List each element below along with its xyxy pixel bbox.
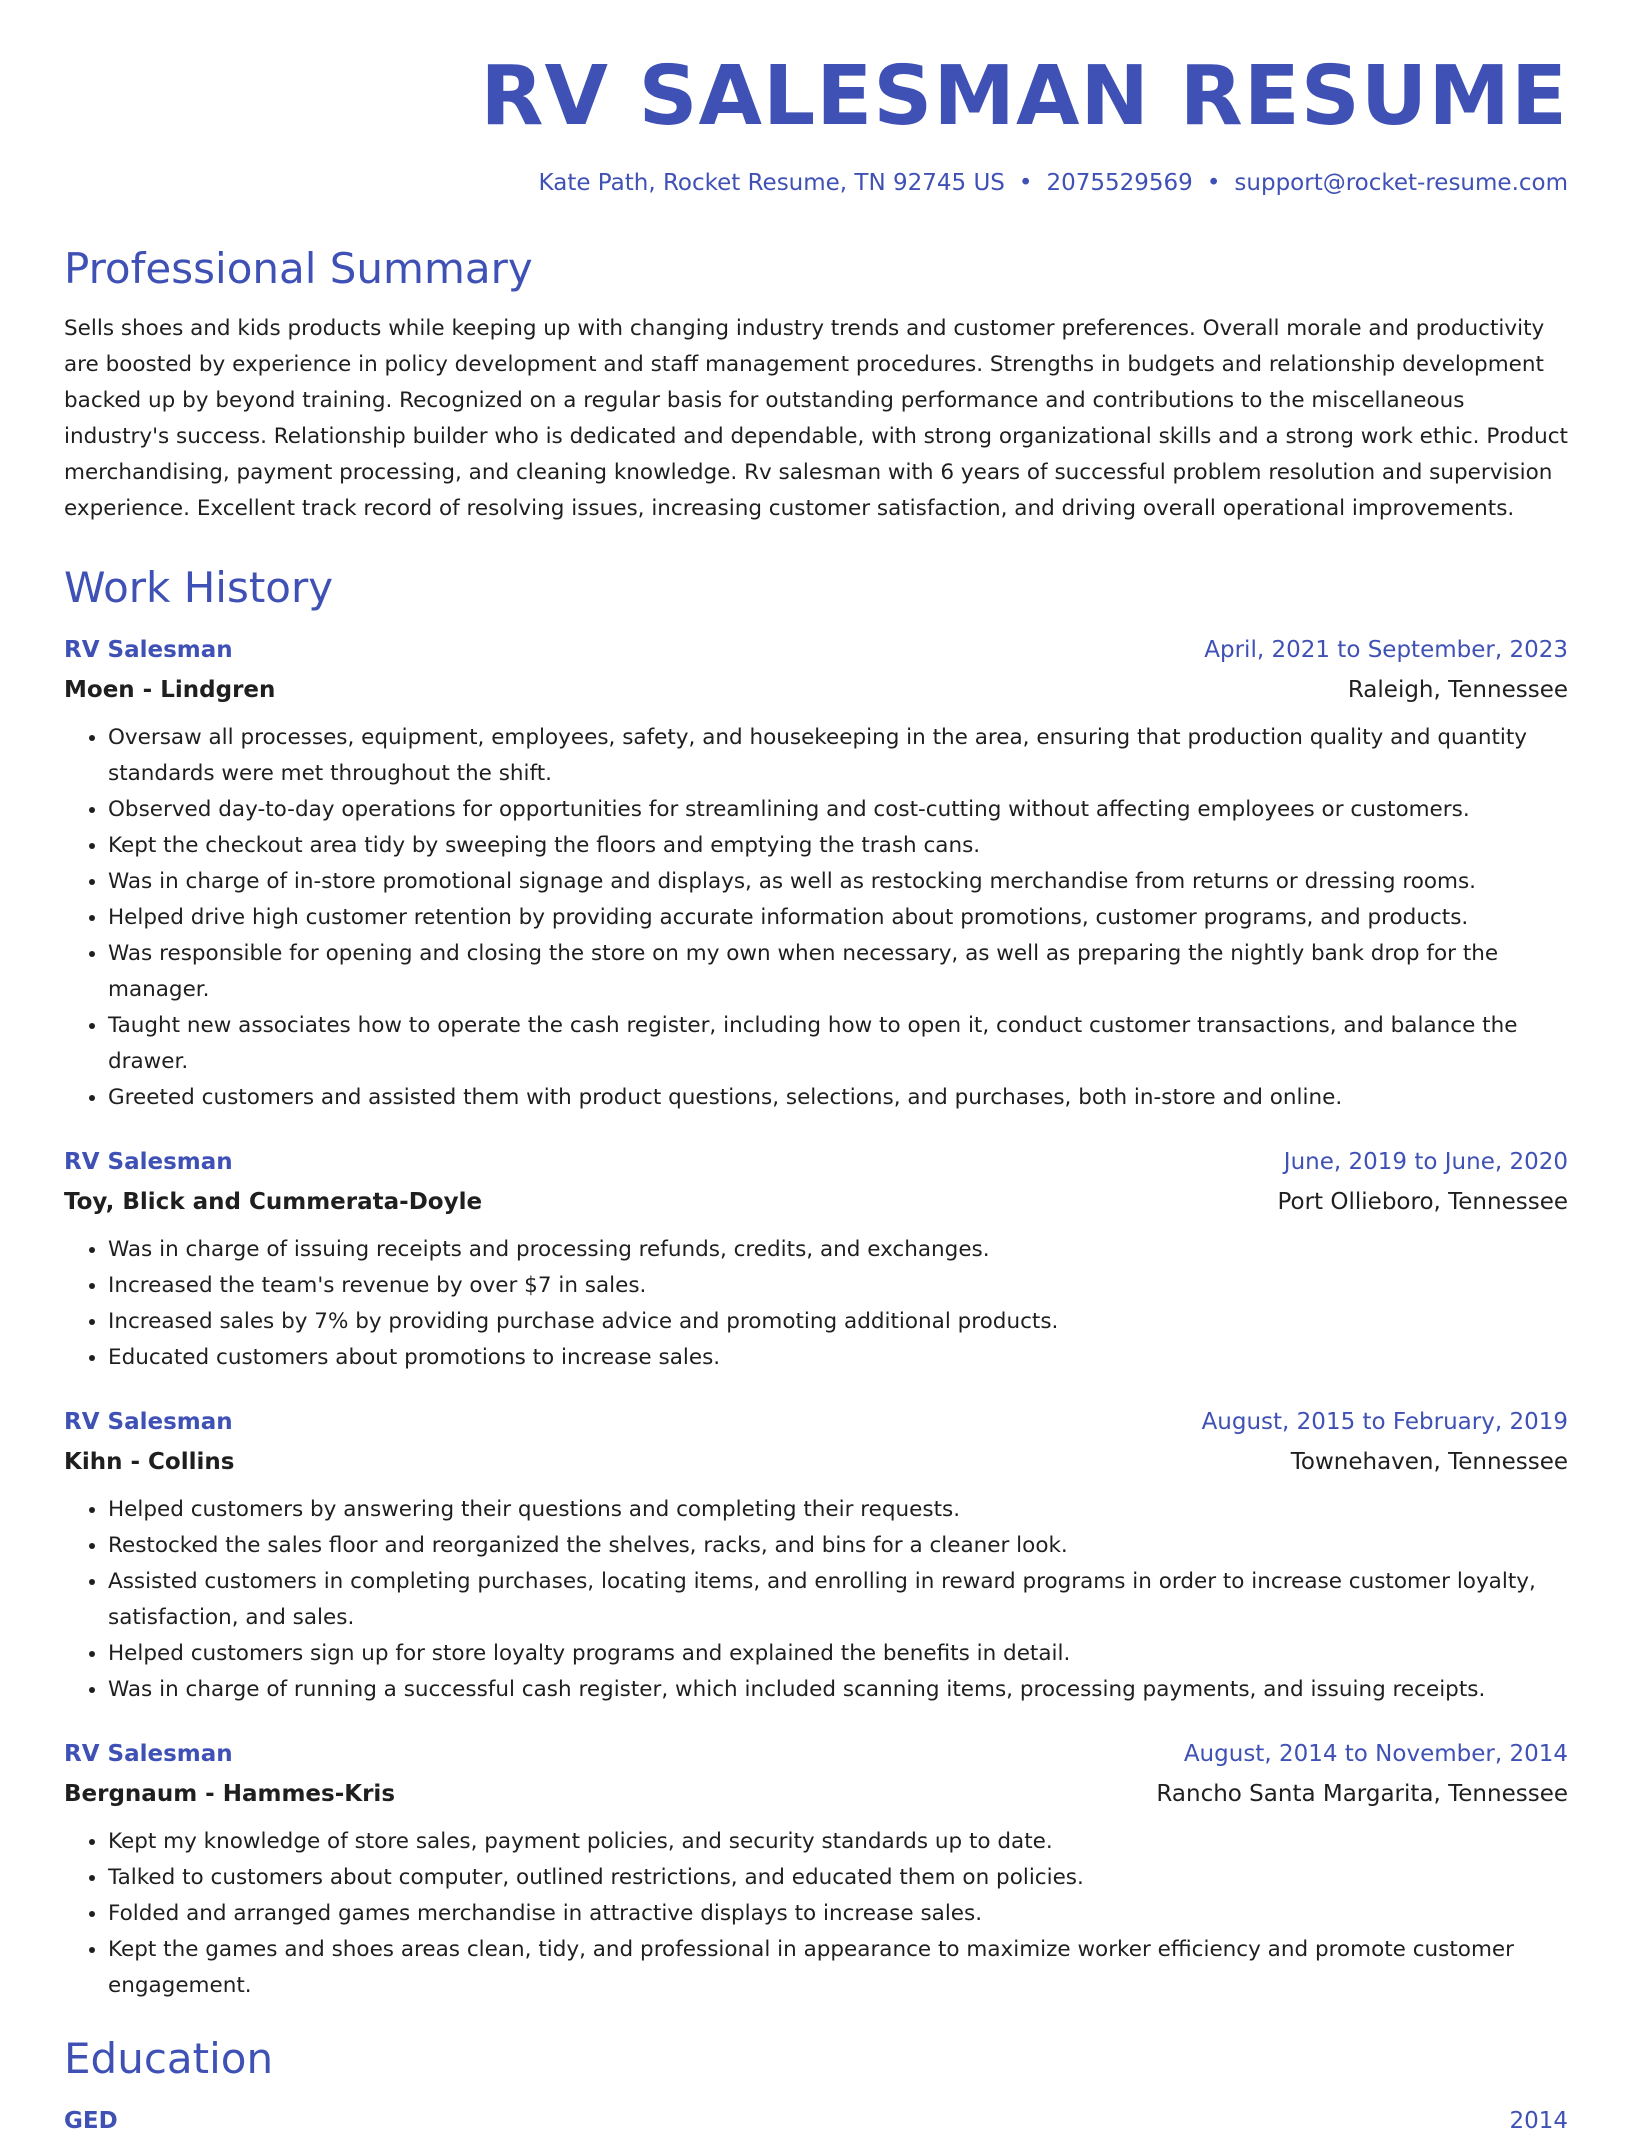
contact-line: [64, 170, 1568, 196]
job-bullet: • Was in charge of running a successful cash register, which included scanning items, processing payments, and issuing receipts.: [108, 1672, 1568, 1708]
job-location: Townehaven, Tennessee: [1290, 1449, 1568, 1476]
job-title: RV Salesman: [64, 1741, 233, 1768]
job-bullets: [64, 1232, 1568, 1376]
education-heading: Education: [64, 2034, 274, 2084]
job-title: RV Salesman: [64, 637, 233, 664]
job-bullet: • Restocked the sales floor and reorganized the shelves, racks, and bins for a cleaner look.: [108, 1528, 1568, 1564]
work-history-heading: Work History: [64, 563, 334, 613]
job-location: Rancho Santa Margarita, Tennessee: [1156, 1781, 1568, 1808]
job-bullets: [64, 1492, 1568, 1708]
job-bullet: • Helped customers by answering their questions and completing their requests.: [108, 1492, 1568, 1528]
job-bullet: • Talked to customers about computer, outlined restrictions, and educated them on policies.: [108, 1860, 1568, 1896]
job-entry: [64, 1402, 1568, 1708]
separator-dot: •: [1206, 170, 1221, 197]
job-company: Moen - Lindgren: [64, 677, 276, 704]
resume-header: [64, 49, 1568, 197]
resume-title: RV SALESMAN RESUME: [480, 49, 1568, 144]
job-header-row: [64, 1734, 1568, 1774]
job-bullet: • Assisted customers in completing purchases, locating items, and enrolling in reward programs in order to increase customer loyalty, satisfaction, and sales.: [108, 1564, 1568, 1636]
job-header-row: [64, 1142, 1568, 1182]
job-bullet: • Observed day-to-day operations for opportunities for streamlining and cost-cutting without affecting employees or customers.: [108, 792, 1568, 828]
job-entry: [64, 1734, 1568, 2004]
job-bullet: • Kept my knowledge of store sales, payment policies, and security standards up to date.: [108, 1824, 1568, 1860]
job-company-row: [64, 1774, 1568, 1814]
job-bullet: • Helped drive high customer retention by providing accurate information about promotions, customer programs, and products.: [108, 900, 1568, 936]
job-bullet: • Greeted customers and assisted them with product questions, selections, and purchases, both in-store and online.: [108, 1080, 1568, 1116]
job-bullets: [64, 1824, 1568, 2004]
separator-dot: •: [1018, 170, 1033, 197]
job-bullet: • Educated customers about promotions to increase sales.: [108, 1340, 1568, 1376]
job-bullet: • Was in charge of issuing receipts and processing refunds, credits, and exchanges.: [108, 1232, 1568, 1268]
job-entry: [64, 630, 1568, 1116]
job-bullet: • Helped customers sign up for store loyalty programs and explained the benefits in detail.: [108, 1636, 1568, 1672]
job-bullet: • Was in charge of in-store promotional signage and displays, as well as restocking merchandise from returns or dressing rooms.: [108, 864, 1568, 900]
job-location: Raleigh, Tennessee: [1347, 677, 1568, 704]
education-entry: [64, 2101, 1568, 2141]
job-bullet: • Taught new associates how to operate the cash register, including how to open it, conduct customer transactions, and balance the drawer.: [108, 1008, 1568, 1080]
job-bullets: [64, 720, 1568, 1116]
job-dates: August, 2014 to November, 2014: [1183, 1741, 1568, 1768]
summary-text: Sells shoes and kids products while keeping up with changing industry trends and customer preferences. Overall morale and productivity are boosted by experience in policy development and staff management procedures. Strengths in budgets and relationship development backed up by beyond training. Recognized on a regular basis for outstanding performance and contributions to the miscellaneous industry's success. Relationship builder who is dedicated and dependable, with strong organizational skills and a strong work ethic. Product merchandising, payment processing, and cleaning knowledge. Rv salesman with 6 years of successful problem resolution and supervision experience. Excellent track record of resolving issues, increasing customer satisfaction, and driving overall operational improvements.: [64, 316, 1568, 522]
work-history-list: [64, 630, 1568, 2004]
job-bullet: • Increased the team's revenue by over $7 in sales.: [108, 1268, 1568, 1304]
summary-heading: Professional Summary: [64, 244, 533, 294]
contact-email[interactable]: support@rocket-resume.com: [1234, 170, 1568, 197]
job-company: Toy, Blick and Cummerata-Doyle: [64, 1189, 483, 1216]
job-bullet: • Oversaw all processes, equipment, employees, safety, and housekeeping in the area, ensuring that production quality and quantity standards were met throughout the shift.: [108, 720, 1568, 792]
job-dates: August, 2015 to February, 2019: [1201, 1409, 1568, 1436]
contact-phone: 2075529569: [1046, 170, 1193, 197]
job-bullet: • Kept the checkout area tidy by sweeping the floors and emptying the trash cans.: [108, 828, 1568, 864]
job-header-row: [64, 630, 1568, 670]
job-company-row: [64, 670, 1568, 710]
job-location: Port Ollieboro, Tennessee: [1277, 1189, 1568, 1216]
job-company-row: [64, 1442, 1568, 1482]
job-bullet: • Increased sales by 7% by providing purchase advice and promoting additional products.: [108, 1304, 1568, 1340]
job-company: Kihn - Collins: [64, 1449, 235, 1476]
job-bullet: • Folded and arranged games merchandise in attractive displays to increase sales.: [108, 1896, 1568, 1932]
job-company: Bergnaum - Hammes-Kris: [64, 1781, 396, 1808]
job-dates: June, 2019 to June, 2020: [1283, 1149, 1568, 1176]
job-entry: [64, 1142, 1568, 1376]
education-year: 2014: [1509, 2108, 1568, 2135]
job-bullet: • Was responsible for opening and closing the store on my own when necessary, as well as preparing the nightly bank drop for the manager.: [108, 936, 1568, 1008]
job-company-row: [64, 1182, 1568, 1222]
job-bullet: • Kept the games and shoes areas clean, tidy, and professional in appearance to maximize worker efficiency and promote customer engagement.: [108, 1932, 1568, 2004]
job-dates: April, 2021 to September, 2023: [1204, 637, 1568, 664]
job-title: RV Salesman: [64, 1409, 233, 1436]
job-header-row: [64, 1402, 1568, 1442]
education-degree: GED: [64, 2108, 118, 2135]
job-title: RV Salesman: [64, 1149, 233, 1176]
contact-address: Kate Path, Rocket Resume, TN 92745 US: [538, 170, 1005, 197]
